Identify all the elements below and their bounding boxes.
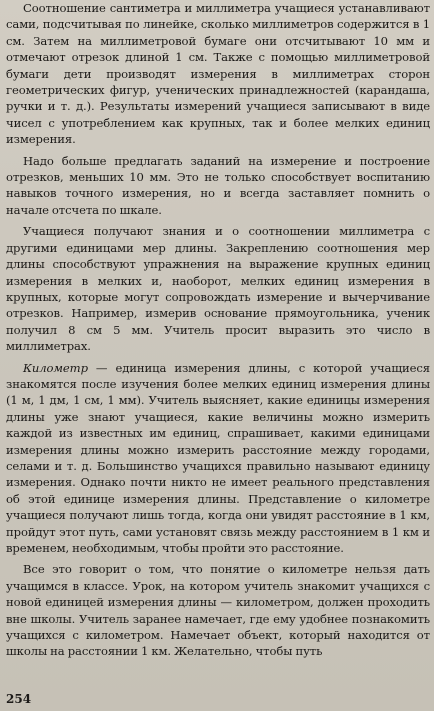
paragraph-text: — единица измерения длины, с которой учащиеся знакомятся после изучения более мелких единиц измерения длины (1 м, 1 дм, 1 см, 1 мм). Учитель выясняет, какие единицы измерения длины уже знают учащиеся, какие величины можно измерить каждой из известных им единиц, спрашивает, какими единицами измерения длины можно измерить расстояние между городами, селами и т. д. Большинство учащихся правильно называют единицу измерения. Однако почти никто не имеет реального представления об этой единице измерения длины. Представление о километре учащиеся получают лишь тогда, когда они увидят расстояние в 1 км, пройдут этот путь, сами установят связь между расстоянием в 1 км и временем, необходимым, чтобы пройти это расстояние. [6, 360, 430, 555]
page-text-body [6, 0, 430, 660]
paragraph: Соотношение сантиметра и миллиметра учащиеся устанавливают сами, подсчитывая по линейке, сколько миллиметров содержится в 1 см. Затем на миллиметровой бумаге они отсчитывают 10 мм и отмечают отрезок длиной 1 см. Также с помощью миллиметровой бумаги дети производят измерения в миллиметрах сторон геометрических фигур, ученических принадлежностей (карандаша, ручки и т. д.). Результаты измерений учащиеся записывают в виде чисел с употреблением как крупных, так и более мелких единиц измерения. [6, 1, 430, 147]
italic-term: Километр [23, 360, 88, 375]
paragraph: Надо больше предлагать заданий на измерение и построение отрезков, меньших 10 мм. Это не только способствует воспитанию навыков точного измерения, но и всегда заставляет помнить о начале отсчета по шкале. [6, 153, 430, 217]
paragraph: Учащиеся получают знания и о соотношении миллиметра с другими единицами мер длины. Закреплению соотношения мер длины способствуют упражнения на выражение крупных единиц измерения в мелких и, наоборот, мелких единиц измерения в крупных, которые могут сопровождать измерение и вычерчивание отрезков. Например, измерив основание прямоугольника, ученик получил 8 см 5 мм. Учитель просит выразить это число в миллиметрах. [6, 224, 430, 354]
paragraph: Все это говорит о том, что понятие о километре нельзя дать учащимся в классе. Урок, на котором учитель знакомит учащихся с новой единицей измерения длины — километром, должен проходить вне школы. Учитель заранее намечает, где ему удобнее познакомить учащихся с километром. Намечает объект, который находится от школы на расстоянии 1 км. Желательно, чтобы путь [6, 562, 430, 659]
paragraph-kilometer [6, 360, 430, 557]
page-number: 254 [6, 692, 32, 706]
